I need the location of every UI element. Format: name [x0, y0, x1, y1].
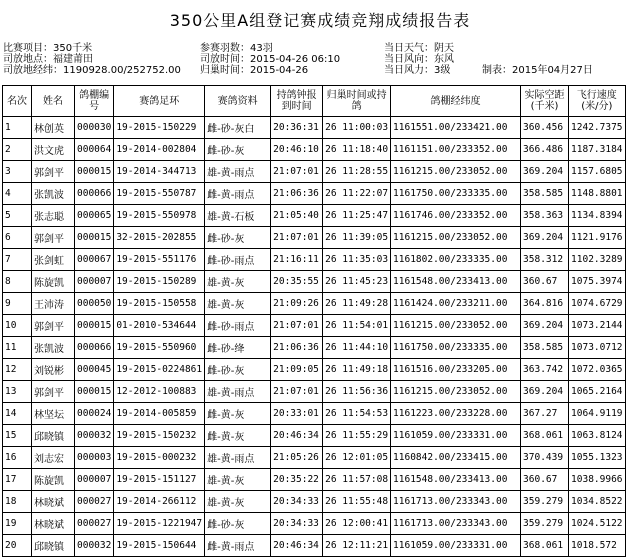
col-name-header: 姓名 — [32, 86, 75, 117]
cell-loft: 000030 — [75, 117, 114, 139]
cell-speed: 1073.2144 — [569, 315, 625, 337]
cell-name: 陈旋凯 — [32, 271, 75, 293]
info-wind-direction: 当日风向：东风 — [384, 54, 454, 65]
cell-speed: 1134.8394 — [569, 205, 625, 227]
cell-feather: 雌-砂-雨点 — [205, 249, 271, 271]
cell-feather: 雌-砂-灰 — [205, 227, 271, 249]
col-info-header: 赛鸽资料 — [205, 86, 271, 117]
cell-return: 26 11:56:36 — [323, 381, 391, 403]
cell-distance: 358.312 — [521, 249, 569, 271]
cell-speed: 1075.3974 — [569, 271, 625, 293]
cell-ring: 12-2012-100883 — [114, 381, 205, 403]
table-row — [3, 337, 626, 359]
cell-coords: 1161424.00/233211.00 — [391, 293, 521, 315]
cell-name: 刘志宏 — [32, 447, 75, 469]
cell-feather: 雌-黄-灰 — [205, 403, 271, 425]
cell-name: 王沛涛 — [32, 293, 75, 315]
cell-feather: 雌-黄-灰 — [205, 425, 271, 447]
cell-return: 26 12:00:41 — [323, 513, 391, 535]
cell-ring: 32-2015-202855 — [114, 227, 205, 249]
cell-rank: 9 — [3, 293, 32, 315]
cell-loft: 000015 — [75, 161, 114, 183]
cell-clock: 20:46:34 — [271, 425, 323, 447]
cell-loft: 000032 — [75, 425, 114, 447]
table-row — [3, 469, 626, 491]
cell-loft: 000045 — [75, 359, 114, 381]
cell-clock: 20:46:34 — [271, 535, 323, 557]
cell-speed: 1074.6729 — [569, 293, 625, 315]
cell-rank: 12 — [3, 359, 32, 381]
cell-distance: 363.742 — [521, 359, 569, 381]
cell-rank: 10 — [3, 315, 32, 337]
cell-speed: 1157.6805 — [569, 161, 625, 183]
cell-coords: 1161750.00/233335.00 — [391, 183, 521, 205]
col-loft-header: 鸽棚编号 — [75, 86, 114, 117]
cell-name: 邱晓镇 — [32, 425, 75, 447]
table-row — [3, 535, 626, 557]
cell-ring: 19-2015-150558 — [114, 293, 205, 315]
cell-ring: 19-2015-150644 — [114, 535, 205, 557]
cell-coords: 1161713.00/233343.00 — [391, 513, 521, 535]
cell-feather: 雌-砂-灰 — [205, 139, 271, 161]
cell-speed: 1018.572 — [569, 535, 625, 557]
cell-ring: 19-2015-550978 — [114, 205, 205, 227]
cell-coords: 1161750.00/233335.00 — [391, 337, 521, 359]
table-row — [3, 315, 626, 337]
cell-feather: 雌-砂-雨点 — [205, 315, 271, 337]
cell-name: 郭剑平 — [32, 227, 75, 249]
cell-speed: 1034.8522 — [569, 491, 625, 513]
cell-speed: 1242.7375 — [569, 117, 625, 139]
table-row — [3, 293, 626, 315]
cell-return: 26 12:11:21 — [323, 535, 391, 557]
cell-return: 26 11:45:23 — [323, 271, 391, 293]
table-row — [3, 117, 626, 139]
cell-coords: 1161548.00/233413.00 — [391, 469, 521, 491]
cell-rank: 14 — [3, 403, 32, 425]
cell-return: 26 11:55:29 — [323, 425, 391, 447]
cell-speed: 1073.0712 — [569, 337, 625, 359]
cell-feather: 雄-黄-灰 — [205, 293, 271, 315]
cell-name: 林晓斌 — [32, 491, 75, 513]
cell-loft: 000064 — [75, 139, 114, 161]
cell-clock: 20:36:31 — [271, 117, 323, 139]
cell-loft: 000015 — [75, 227, 114, 249]
cell-loft: 000032 — [75, 535, 114, 557]
cell-ring: 19-2014-002804 — [114, 139, 205, 161]
cell-clock: 21:07:01 — [271, 381, 323, 403]
cell-clock: 21:05:26 — [271, 447, 323, 469]
col-speed-header: 飞行速度(米/分) — [569, 86, 625, 117]
cell-loft: 000027 — [75, 491, 114, 513]
cell-speed: 1024.5122 — [569, 513, 625, 535]
cell-clock: 20:35:22 — [271, 469, 323, 491]
cell-return: 26 11:25:47 — [323, 205, 391, 227]
cell-loft: 000027 — [75, 513, 114, 535]
cell-rank: 7 — [3, 249, 32, 271]
table-row — [3, 183, 626, 205]
cell-feather: 雄-黄-灰 — [205, 469, 271, 491]
cell-feather: 雌-黄-雨点 — [205, 535, 271, 557]
cell-speed: 1055.1323 — [569, 447, 625, 469]
cell-rank: 6 — [3, 227, 32, 249]
cell-rank: 17 — [3, 469, 32, 491]
table-row — [3, 161, 626, 183]
cell-distance: 364.816 — [521, 293, 569, 315]
cell-loft: 000067 — [75, 249, 114, 271]
cell-loft: 000066 — [75, 183, 114, 205]
cell-rank: 8 — [3, 271, 32, 293]
table-row — [3, 249, 626, 271]
cell-name: 刘锐彬 — [32, 359, 75, 381]
cell-coords: 1161215.00/233052.00 — [391, 227, 521, 249]
cell-loft: 000015 — [75, 315, 114, 337]
cell-rank: 2 — [3, 139, 32, 161]
cell-loft: 000065 — [75, 205, 114, 227]
cell-distance: 358.585 — [521, 337, 569, 359]
cell-return: 26 11:57:08 — [323, 469, 391, 491]
cell-distance: 358.363 — [521, 205, 569, 227]
cell-clock: 20:33:01 — [271, 403, 323, 425]
cell-name: 林创英 — [32, 117, 75, 139]
cell-distance: 368.061 — [521, 425, 569, 447]
cell-coords: 1161802.00/233335.00 — [391, 249, 521, 271]
cell-feather: 雄-黄-雨点 — [205, 381, 271, 403]
cell-ring: 19-2015-550960 — [114, 337, 205, 359]
cell-coords: 1160842.00/233415.00 — [391, 447, 521, 469]
cell-coords: 1161059.00/233331.00 — [391, 535, 521, 557]
cell-speed: 1072.0365 — [569, 359, 625, 381]
cell-rank: 4 — [3, 183, 32, 205]
cell-coords: 1161215.00/233052.00 — [391, 381, 521, 403]
cell-speed: 1065.2164 — [569, 381, 625, 403]
cell-coords: 1161516.00/233205.00 — [391, 359, 521, 381]
col-rank-header: 名次 — [3, 86, 32, 117]
cell-speed: 1102.3289 — [569, 249, 625, 271]
cell-feather: 雌-砂-灰 — [205, 513, 271, 535]
table-row — [3, 227, 626, 249]
info-item: 比赛项目：350千米 — [3, 43, 93, 54]
cell-clock: 21:06:36 — [271, 183, 323, 205]
cell-ring: 19-2015-150229 — [114, 117, 205, 139]
cell-loft: 000015 — [75, 381, 114, 403]
cell-distance: 360.67 — [521, 271, 569, 293]
cell-coords: 1161223.00/233228.00 — [391, 403, 521, 425]
cell-rank: 19 — [3, 513, 32, 535]
cell-ring: 19-2015-000232 — [114, 447, 205, 469]
cell-clock: 21:09:05 — [271, 359, 323, 381]
cell-speed: 1148.8801 — [569, 183, 625, 205]
cell-rank: 11 — [3, 337, 32, 359]
cell-return: 26 11:44:10 — [323, 337, 391, 359]
cell-name: 林坚坛 — [32, 403, 75, 425]
cell-speed: 1121.9176 — [569, 227, 625, 249]
cell-rank: 5 — [3, 205, 32, 227]
cell-return: 26 11:49:28 — [323, 293, 391, 315]
col-distance-header: 实际空距(千米) — [521, 86, 569, 117]
cell-rank: 3 — [3, 161, 32, 183]
cell-rank: 20 — [3, 535, 32, 557]
cell-distance: 360.456 — [521, 117, 569, 139]
table-row — [3, 513, 626, 535]
cell-distance: 369.204 — [521, 227, 569, 249]
cell-loft: 000007 — [75, 271, 114, 293]
cell-speed: 1064.9119 — [569, 403, 625, 425]
cell-distance: 358.585 — [521, 183, 569, 205]
table-row — [3, 425, 626, 447]
cell-speed: 1187.3184 — [569, 139, 625, 161]
cell-rank: 15 — [3, 425, 32, 447]
cell-speed: 1063.8124 — [569, 425, 625, 447]
cell-coords: 1161059.00/233331.00 — [391, 425, 521, 447]
cell-feather: 雄-黄-灰 — [205, 271, 271, 293]
cell-clock: 21:06:36 — [271, 337, 323, 359]
col-return-header: 归巢时间或持鸽 — [323, 86, 391, 117]
info-release-place: 司放地点：福建莆田 — [3, 54, 93, 65]
cell-ring: 19-2015-1221947 — [114, 513, 205, 535]
cell-loft: 000024 — [75, 403, 114, 425]
cell-clock: 21:07:01 — [271, 227, 323, 249]
cell-loft: 000003 — [75, 447, 114, 469]
cell-return: 26 11:18:40 — [323, 139, 391, 161]
info-weather: 当日天气：阴天 — [384, 43, 454, 54]
cell-return: 26 11:28:55 — [323, 161, 391, 183]
cell-feather: 雄-黄-石板 — [205, 205, 271, 227]
cell-ring: 19-2015-151127 — [114, 469, 205, 491]
cell-coords: 1161548.00/233413.00 — [391, 271, 521, 293]
cell-distance: 367.27 — [521, 403, 569, 425]
cell-coords: 1161215.00/233052.00 — [391, 315, 521, 337]
results-table — [2, 85, 626, 557]
table-row — [3, 205, 626, 227]
info-made-date: 制表：2015年04月27日 — [482, 65, 593, 76]
cell-feather: 雄-黄-灰 — [205, 491, 271, 513]
cell-distance: 369.204 — [521, 381, 569, 403]
cell-name: 郭剑平 — [32, 161, 75, 183]
table-row — [3, 403, 626, 425]
cell-coords: 1161746.00/233352.00 — [391, 205, 521, 227]
cell-distance: 360.67 — [521, 469, 569, 491]
cell-rank: 13 — [3, 381, 32, 403]
cell-name: 郭剑平 — [32, 381, 75, 403]
table-row — [3, 381, 626, 403]
cell-distance: 369.204 — [521, 161, 569, 183]
cell-distance: 359.279 — [521, 513, 569, 535]
cell-coords: 1161215.00/233052.00 — [391, 161, 521, 183]
cell-name: 洪文虎 — [32, 139, 75, 161]
cell-loft: 000007 — [75, 469, 114, 491]
cell-clock: 20:46:10 — [271, 139, 323, 161]
cell-clock: 21:16:11 — [271, 249, 323, 271]
cell-distance: 359.279 — [521, 491, 569, 513]
cell-name: 林晓斌 — [32, 513, 75, 535]
cell-return: 26 11:35:03 — [323, 249, 391, 271]
cell-return: 26 11:49:18 — [323, 359, 391, 381]
cell-clock: 21:09:26 — [271, 293, 323, 315]
cell-distance: 366.486 — [521, 139, 569, 161]
cell-ring: 19-2015-0224861 — [114, 359, 205, 381]
cell-rank: 1 — [3, 117, 32, 139]
cell-rank: 18 — [3, 491, 32, 513]
info-release-coords: 司放地经纬：1190928.00/252752.00 — [3, 65, 181, 76]
cell-feather: 雄-黄-雨点 — [205, 161, 271, 183]
cell-feather: 雌-砂-灰 — [205, 359, 271, 381]
cell-return: 26 11:39:05 — [323, 227, 391, 249]
cell-name: 郭剑平 — [32, 315, 75, 337]
cell-distance: 370.439 — [521, 447, 569, 469]
cell-name: 陈旋凯 — [32, 469, 75, 491]
col-coords-header: 鸽棚经纬度 — [391, 86, 521, 117]
cell-name: 张凯波 — [32, 183, 75, 205]
cell-ring: 19-2015-150232 — [114, 425, 205, 447]
cell-distance: 369.204 — [521, 315, 569, 337]
info-release-time: 司放时间：2015-04-26 06:10 — [200, 54, 341, 65]
cell-name: 张剑虹 — [32, 249, 75, 271]
cell-rank: 16 — [3, 447, 32, 469]
info-count: 参赛羽数：43羽 — [200, 43, 273, 54]
cell-clock: 21:05:40 — [271, 205, 323, 227]
cell-feather: 雌-砂-灰白 — [205, 117, 271, 139]
cell-clock: 20:35:55 — [271, 271, 323, 293]
cell-return: 26 12:01:05 — [323, 447, 391, 469]
cell-clock: 20:34:33 — [271, 513, 323, 535]
cell-name: 张凯波 — [32, 337, 75, 359]
cell-return: 26 11:22:07 — [323, 183, 391, 205]
col-ring-header: 赛鸽足环 — [114, 86, 205, 117]
cell-ring: 01-2010-534644 — [114, 315, 205, 337]
cell-clock: 20:34:33 — [271, 491, 323, 513]
cell-coords: 1161151.00/233352.00 — [391, 139, 521, 161]
cell-name: 张志聪 — [32, 205, 75, 227]
col-clock-header: 持鸽钟报到时间 — [271, 86, 323, 117]
cell-name: 邱晓镇 — [32, 535, 75, 557]
cell-clock: 21:07:01 — [271, 315, 323, 337]
cell-speed: 1038.9966 — [569, 469, 625, 491]
cell-feather: 雌-黄-雨点 — [205, 183, 271, 205]
cell-return: 26 11:54:01 — [323, 315, 391, 337]
cell-distance: 368.061 — [521, 535, 569, 557]
cell-return: 26 11:00:03 — [323, 117, 391, 139]
table-row — [3, 139, 626, 161]
table-row — [3, 271, 626, 293]
cell-loft: 000066 — [75, 337, 114, 359]
cell-return: 26 11:54:53 — [323, 403, 391, 425]
table-header-row — [3, 86, 626, 117]
cell-ring: 19-2014-344713 — [114, 161, 205, 183]
cell-loft: 000050 — [75, 293, 114, 315]
report-title: 350公里A组登记赛成绩竞翔成绩报告表 — [169, 11, 471, 30]
table-row — [3, 447, 626, 469]
cell-ring: 19-2015-150289 — [114, 271, 205, 293]
table-row — [3, 491, 626, 513]
cell-ring: 19-2015-551176 — [114, 249, 205, 271]
info-wind-force: 当日风力：3级 — [384, 65, 451, 76]
cell-return: 26 11:55:48 — [323, 491, 391, 513]
cell-ring: 19-2015-550787 — [114, 183, 205, 205]
cell-ring: 19-2014-266112 — [114, 491, 205, 513]
info-return-time: 归巢时间：2015-04-26 — [200, 65, 309, 76]
cell-coords: 1161551.00/233421.00 — [391, 117, 521, 139]
cell-ring: 19-2014-005859 — [114, 403, 205, 425]
table-row — [3, 359, 626, 381]
cell-coords: 1161713.00/233343.00 — [391, 491, 521, 513]
cell-feather: 雌-砂-绛 — [205, 337, 271, 359]
cell-feather: 雄-黄-雨点 — [205, 447, 271, 469]
cell-clock: 21:07:01 — [271, 161, 323, 183]
